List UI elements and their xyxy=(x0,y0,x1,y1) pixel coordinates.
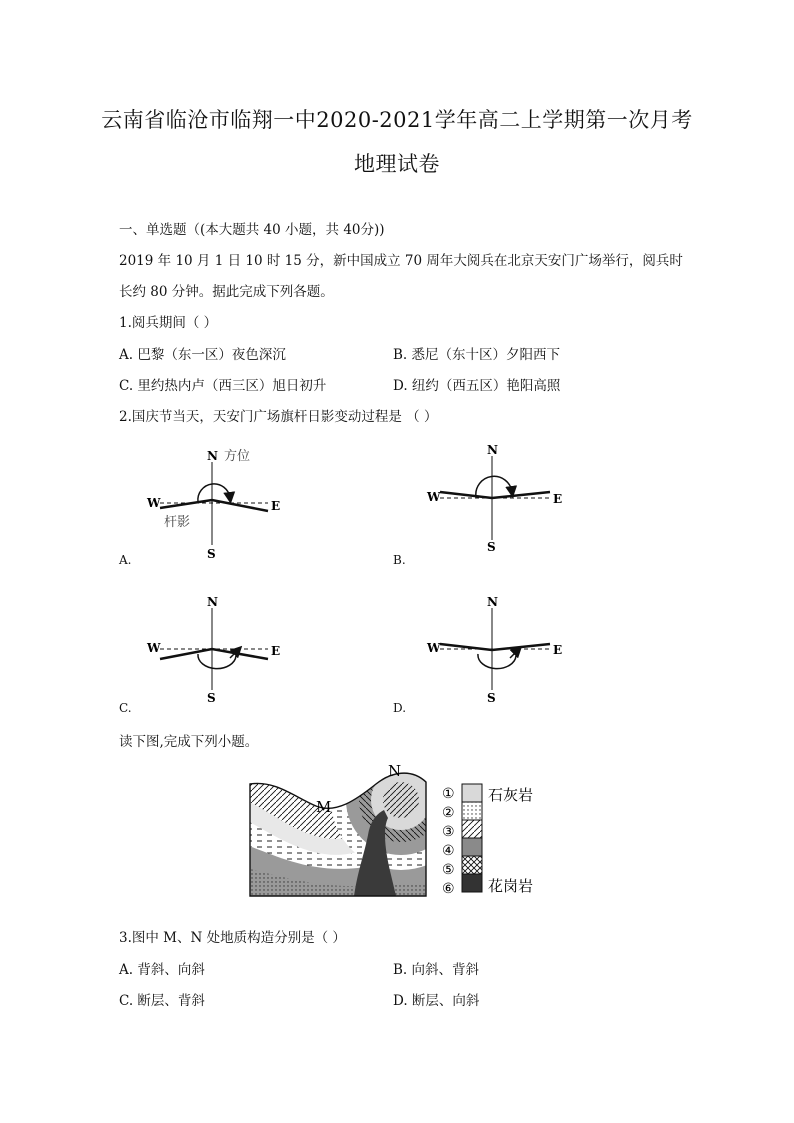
shadow-diagram-c[interactable] xyxy=(140,592,300,707)
legend-granite: 花岗岩 xyxy=(488,877,534,895)
label-w: W xyxy=(427,490,441,504)
label-pole-shadow: 杆影 xyxy=(164,515,191,530)
q1-option-b[interactable]: B. 悉尼（东十区）夕阳西下 xyxy=(393,347,561,363)
label-s: S xyxy=(207,691,216,705)
legend-num-3: ③ xyxy=(442,824,455,840)
legend-num-2: ② xyxy=(442,805,455,821)
q2-option-c-letter[interactable]: C. xyxy=(119,701,132,715)
shadow-diagram-b[interactable] xyxy=(420,440,580,565)
legend-num-1: ① xyxy=(442,786,455,802)
label-s: S xyxy=(487,540,496,554)
label-e: E xyxy=(553,492,563,506)
label-w: W xyxy=(147,641,161,655)
q2-option-b-letter[interactable]: B. xyxy=(393,553,406,567)
q2-option-d-letter[interactable]: D. xyxy=(393,701,407,715)
q2-option-a-letter[interactable]: A. xyxy=(119,553,132,567)
label-n: N xyxy=(207,595,218,609)
label-e: E xyxy=(271,499,281,513)
shadow-diagram-d[interactable] xyxy=(420,592,580,707)
legend-num-5: ⑤ xyxy=(442,862,455,878)
q3-option-d[interactable]: D. 断层、向斜 xyxy=(393,993,480,1009)
legend-limestone: 石灰岩 xyxy=(488,786,534,804)
q1-option-a[interactable]: A. 巴黎（东一区）夜色深沉 xyxy=(119,347,286,363)
q3-option-b[interactable]: B. 向斜、背斜 xyxy=(393,962,480,978)
label-direction: 方位 xyxy=(224,449,251,464)
label-w: W xyxy=(147,496,161,510)
legend xyxy=(442,784,533,897)
label-w: W xyxy=(427,641,441,655)
label-n: N xyxy=(487,443,498,457)
intro-line-1: 2019 年 10 月 1 日 10 时 15 分，新中国成立 70 周年大阅兵在北京天安门广场举行，阅兵时 xyxy=(119,253,683,269)
intro-line-2: 长约 80 分钟。据此完成下列各题。 xyxy=(119,284,334,300)
section-header: 一、单选题（(本大题共 40 小题，共 40分)) xyxy=(119,222,385,238)
q3-option-c[interactable]: C. 断层、背斜 xyxy=(119,993,205,1009)
page-subtitle: 地理试卷 xyxy=(354,152,440,176)
label-e: E xyxy=(553,643,563,657)
q3-stem: 3.图中 M、N 处地质构造分别是（ ） xyxy=(119,930,346,946)
q1-option-d[interactable]: D. 纽约（西五区）艳阳高照 xyxy=(393,378,561,394)
q3-option-a[interactable]: A. 背斜、向斜 xyxy=(119,962,205,978)
label-e: E xyxy=(271,644,281,658)
q1-stem: 1.阅兵期间（ ） xyxy=(119,315,218,331)
label-n: N xyxy=(487,595,498,609)
q1-option-c[interactable]: C. 里约热内卢（西三区）旭日初升 xyxy=(119,378,327,394)
legend-num-6: ⑥ xyxy=(442,881,455,897)
label-n: N xyxy=(207,449,218,463)
legend-num-4: ④ xyxy=(442,843,455,859)
q2-stem: 2.国庆节当天，天安门广场旗杆日影变动过程是 （ ） xyxy=(119,409,438,425)
label-n-structure: N xyxy=(388,762,402,780)
label-s: S xyxy=(487,691,496,705)
read-prompt: 读下图,完成下列小题。 xyxy=(119,734,259,750)
shadow-diagram-a[interactable] xyxy=(140,440,300,565)
geological-cross-section xyxy=(246,760,546,902)
label-m: M xyxy=(316,798,332,816)
page-title: 云南省临沧市临翔一中2020-2021学年高二上学期第一次月考 xyxy=(101,108,693,132)
label-s: S xyxy=(207,547,216,561)
